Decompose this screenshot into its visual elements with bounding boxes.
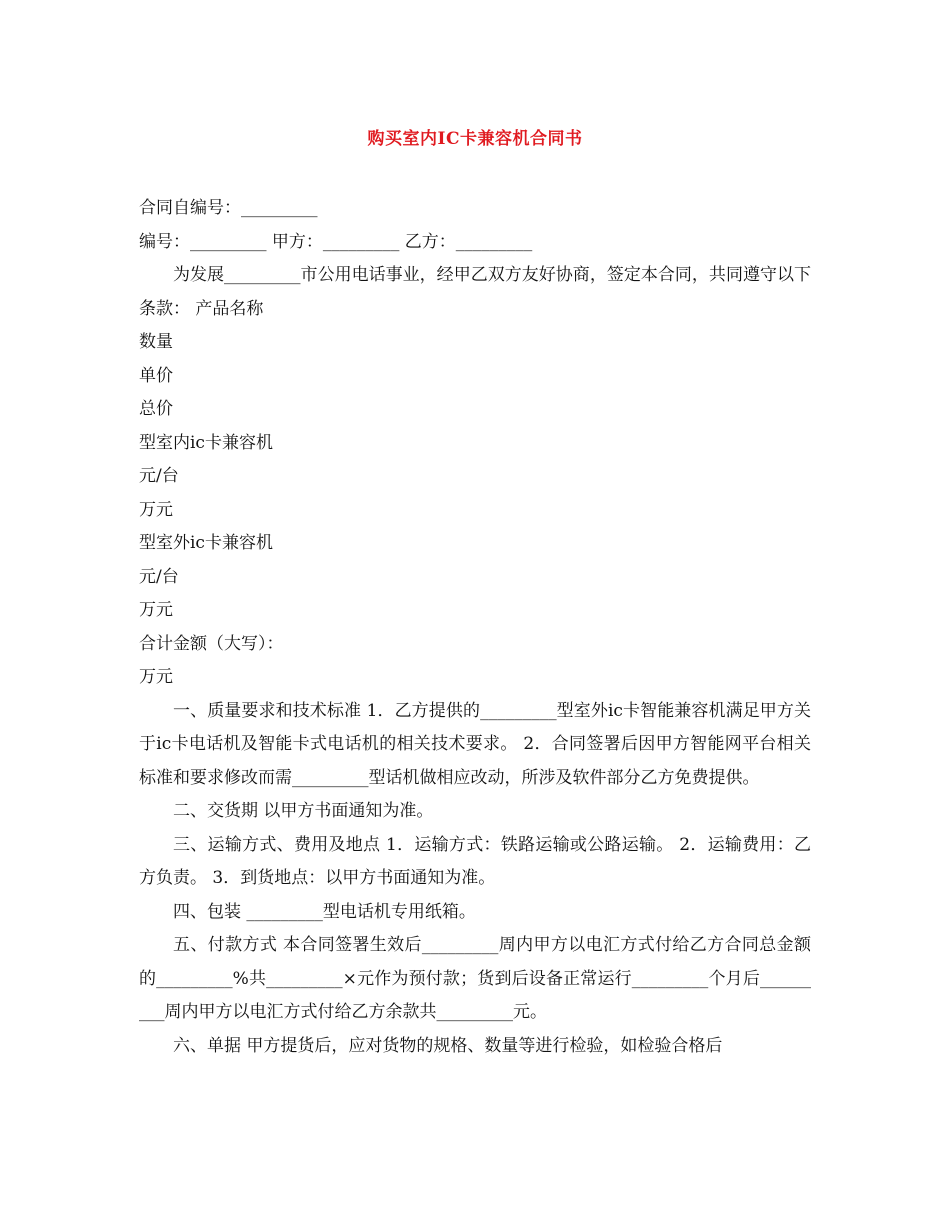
table-line-unit-price: 单价: [139, 365, 173, 386]
intro-paragraph: 为发展_________市公用电话事业，经甲乙双方友好协商，签定本合同，共同遵守以下条款： 产品名称: [139, 265, 811, 319]
section-payment: 五、付款方式 本合同签署生效后_________周内甲方以电汇方式付给乙方合同总金额的_________%共_________×元作为预付款；货到后设备正常运行_________个月后_________周内甲方以电汇方式付给乙方余款共_________元。: [139, 935, 811, 1022]
parties-line: 编号：_________ 甲方：_________ 乙方：_________: [139, 231, 533, 252]
contract-self-number-line: 合同自编号：_________: [139, 198, 318, 218]
table-line-outdoor-unit: 元/台: [139, 566, 179, 587]
table-line-indoor-amount: 万元: [139, 499, 173, 520]
table-line-quantity: 数量: [139, 332, 173, 352]
section-packaging: 四、包装 _________型电话机专用纸箱。: [173, 901, 476, 922]
table-line-outdoor-model: 型室外ic卡兼容机: [139, 533, 273, 553]
section-quality: 一、质量要求和技术标准 1．乙方提供的_________型室外ic卡智能兼容机满足甲方关于ic卡电话机及智能卡式电话机的相关技术要求。 2．合同签署后因甲方智能网平台相关标准和要求修改而需_________型话机做相应改动，所涉及软件部分乙方免费提供。: [139, 700, 811, 788]
table-line-total-capital: 合计金额（大写）：: [139, 633, 284, 654]
document-body: [139, 192, 811, 1063]
table-line-total-amount: 万元: [139, 667, 173, 687]
table-line-outdoor-amount: 万元: [139, 600, 173, 620]
document-title: 购买室内IC卡兼容机合同书: [367, 129, 583, 149]
table-line-total-price: 总价: [139, 399, 173, 419]
section-delivery: 二、交货期 以甲方书面通知为准。: [173, 801, 434, 821]
section-transport: 三、运输方式、费用及地点 1．运输方式：铁路运输或公路运输。 2．运输费用：乙方负责。 3．到货地点：以甲方书面通知为准。: [139, 834, 811, 888]
table-line-indoor-unit: 元/台: [139, 466, 179, 486]
section-documents: 六、单据 甲方提货后，应对货物的规格、数量等进行检验，如检验合格后: [173, 1035, 723, 1056]
table-line-indoor-model: 型室内ic卡兼容机: [139, 432, 273, 453]
